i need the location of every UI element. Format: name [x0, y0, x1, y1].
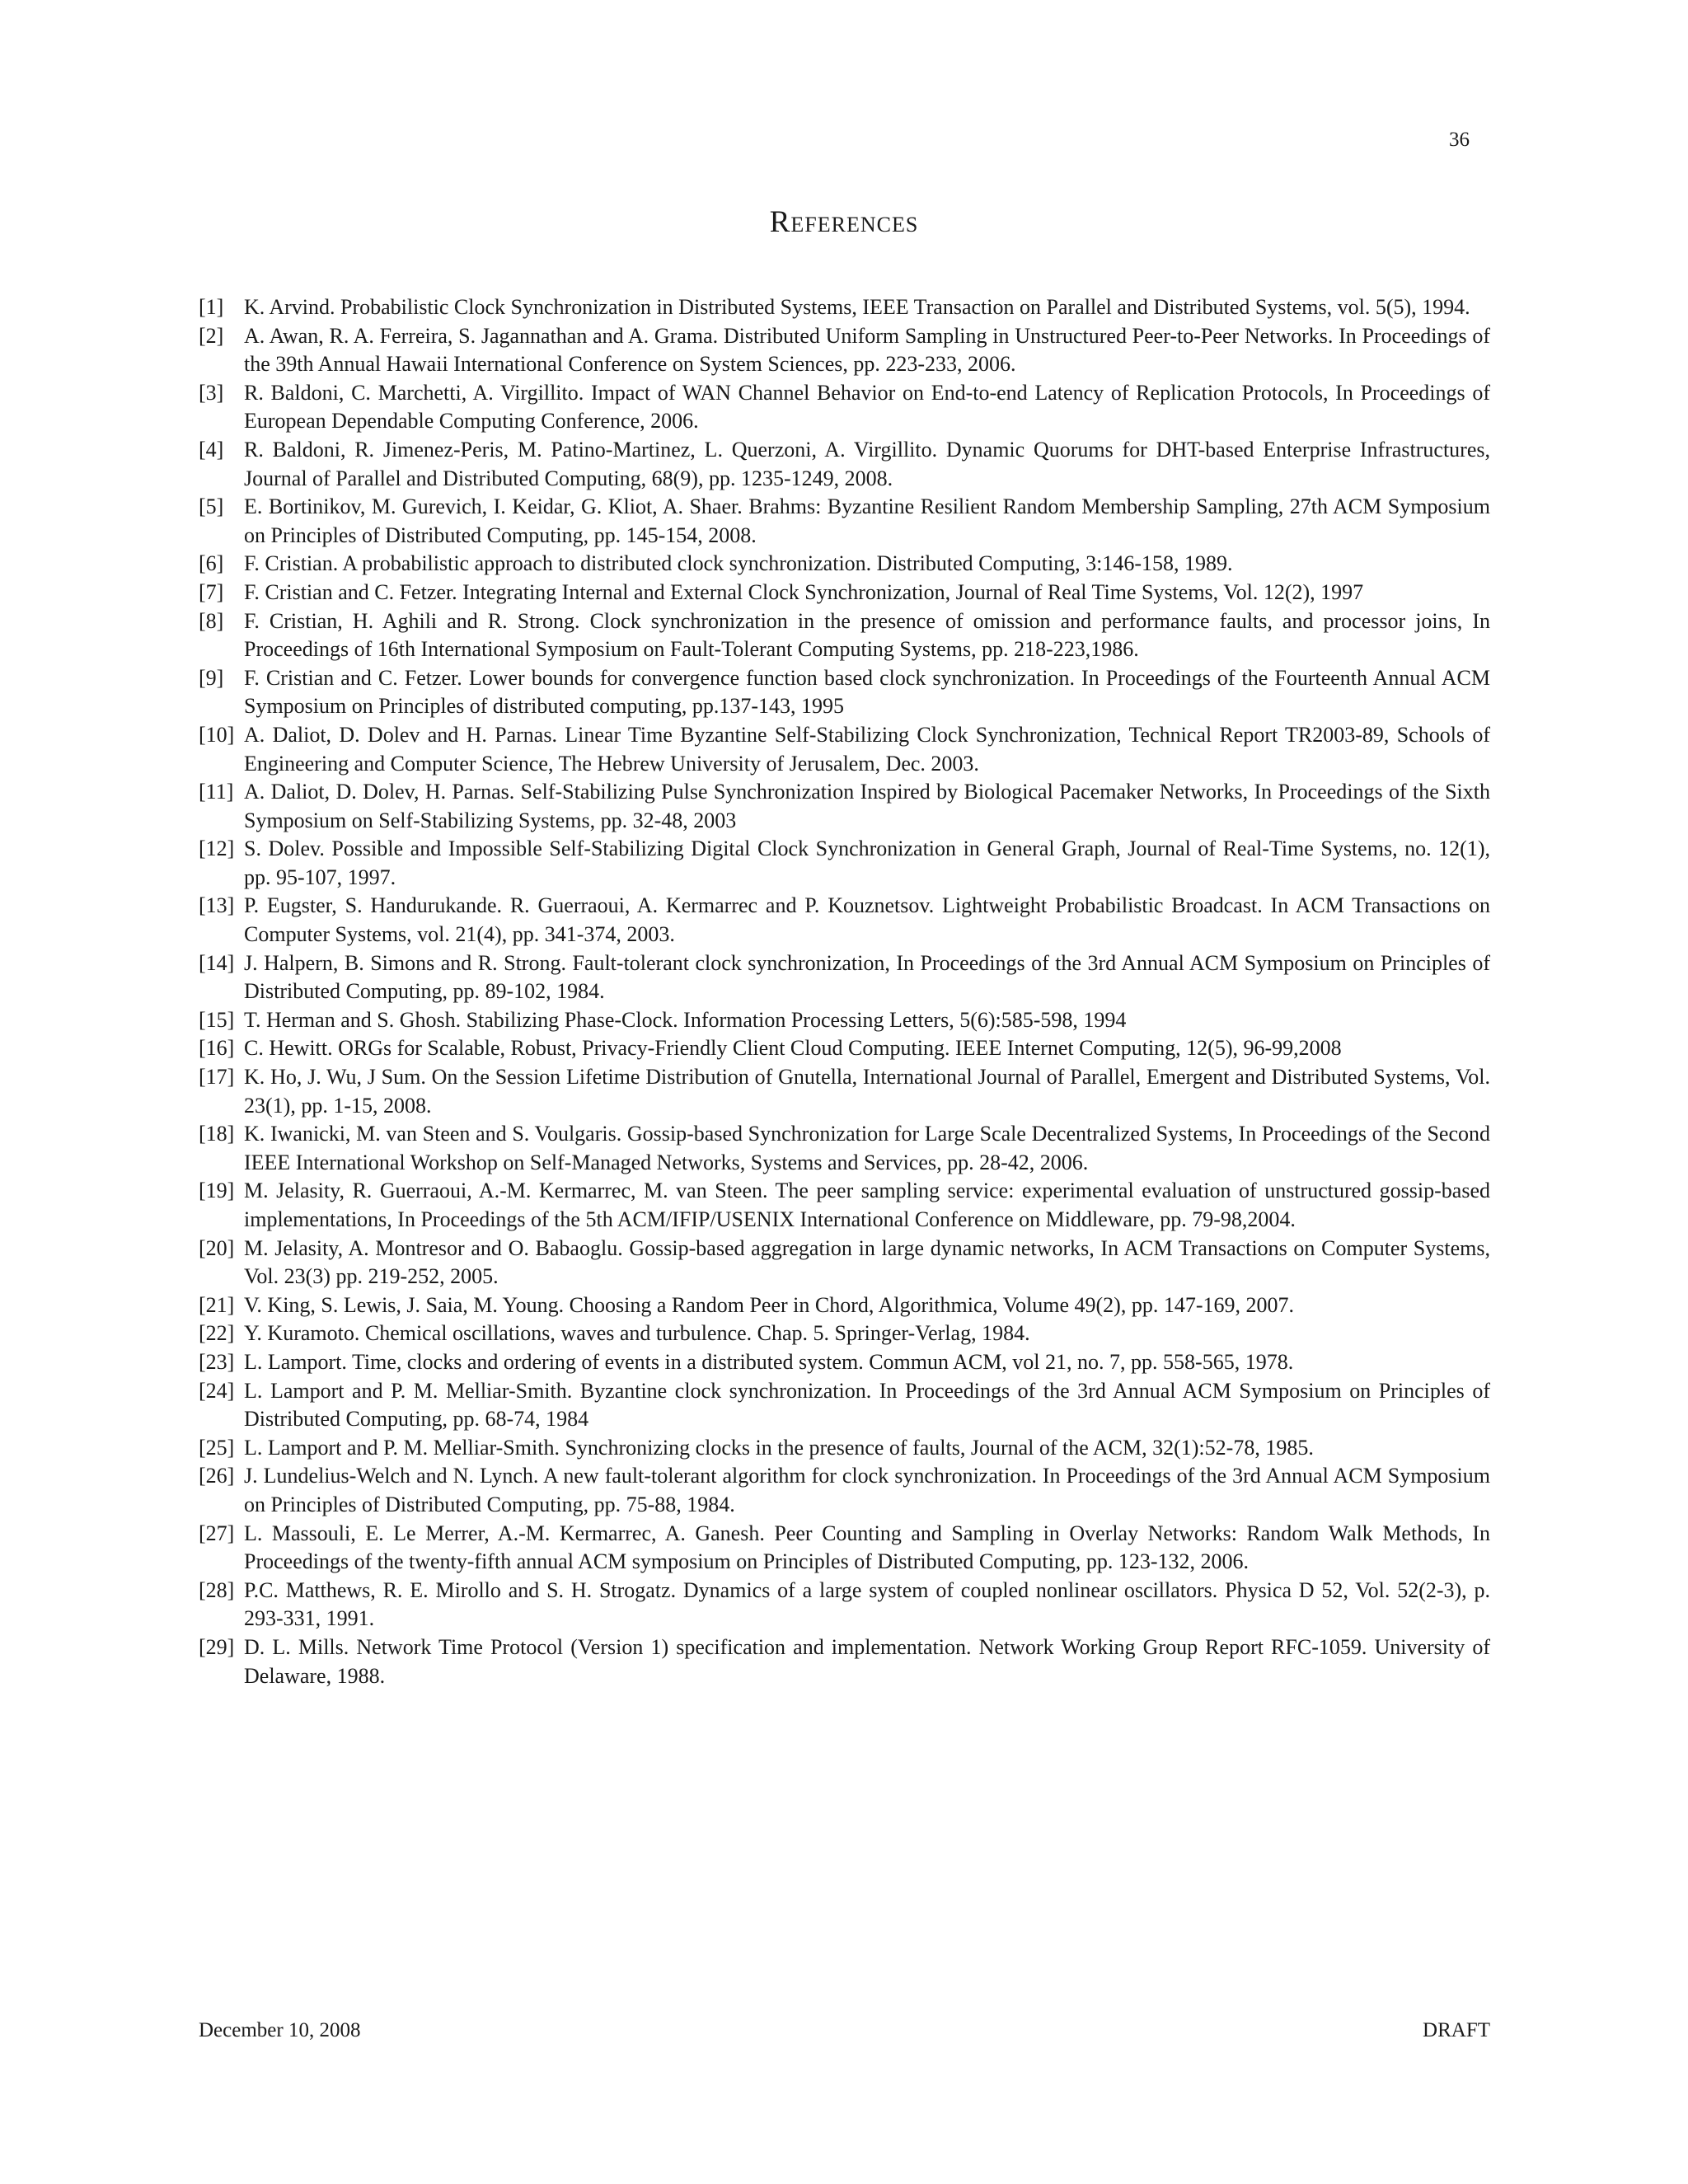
- reference-item: [199, 1520, 1490, 1577]
- reference-item: [199, 1177, 1490, 1234]
- reference-label: [10]: [199, 722, 235, 747]
- reference-text: D. L. Mills. Network Time Protocol (Version 1) specification and implementation. Network Working Group Report RFC-1059. University of Delaware, 1988.: [244, 1634, 1490, 1688]
- reference-item: [199, 607, 1490, 664]
- reference-label: [9]: [199, 665, 224, 690]
- reference-label: [12]: [199, 837, 235, 861]
- reference-item: [199, 1235, 1490, 1291]
- reference-text: F. Cristian, H. Aghili and R. Strong. Clock synchronization in the presence of omission and performance faults, and processor joins, In Proceedings of 16th International Symposium on Fault-Tolerant Computing Systems, pp. 218-223,1986.: [244, 608, 1490, 662]
- reference-item: [199, 293, 1490, 322]
- reference-text: A. Awan, R. A. Ferreira, S. Jagannathan and A. Grama. Distributed Uniform Sampling in Unstructured Peer-to-Peer Networks. In Proceedings of the 39th Annual Hawaii International Conference on System Sciences, pp. 223-233, 2006.: [244, 323, 1490, 377]
- reference-text: L. Lamport and P. M. Melliar-Smith. Byzantine clock synchronization. In Proceedings of the 3rd Annual ACM Symposium on Principles of Distributed Computing, pp. 68-74, 1984: [244, 1378, 1490, 1432]
- reference-label: [2]: [199, 323, 224, 348]
- reference-label: [1]: [199, 295, 224, 319]
- reference-text: F. Cristian. A probabilistic approach to distributed clock synchronization. Distributed Computing, 3:146-158, 1989.: [244, 551, 1233, 576]
- reference-item: [199, 664, 1490, 721]
- reference-label: [28]: [199, 1577, 235, 1602]
- reference-item: [199, 379, 1490, 436]
- reference-item: [199, 1434, 1490, 1463]
- reference-text: E. Bortinikov, M. Gurevich, I. Keidar, G. Kliot, A. Shaer. Brahms: Byzantine Resilient Random Membership Sampling, 27th ACM Symposium on Principles of Distributed Computing, pp. 145-154, 2008.: [244, 494, 1490, 547]
- reference-label: [24]: [199, 1378, 235, 1403]
- reference-label: [20]: [199, 1235, 235, 1260]
- reference-text: K. Arvind. Probabilistic Clock Synchronization in Distributed Systems, IEEE Transaction on Parallel and Distributed Systems, vol. 5(5), 1994.: [244, 295, 1470, 319]
- reference-label: [22]: [199, 1321, 235, 1346]
- reference-item: [199, 1006, 1490, 1035]
- reference-text: T. Herman and S. Ghosh. Stabilizing Phase-Clock. Information Processing Letters, 5(6):585-598, 1994: [244, 1007, 1127, 1032]
- references-list: [199, 293, 1490, 1690]
- reference-label: [16]: [199, 1036, 235, 1061]
- reference-label: [29]: [199, 1634, 235, 1659]
- reference-label: [13]: [199, 893, 235, 918]
- reference-text: R. Baldoni, C. Marchetti, A. Virgillito. Impact of WAN Channel Behavior on End-to-end Latency of Replication Protocols, In Proceedings of European Dependable Computing Conference, 2006.: [244, 380, 1490, 434]
- reference-text: V. King, S. Lewis, J. Saia, M. Young. Choosing a Random Peer in Chord, Algorithmica, Volume 49(2), pp. 147-169, 2007.: [244, 1292, 1294, 1317]
- reference-item: [199, 1120, 1490, 1177]
- reference-item: [199, 1577, 1490, 1633]
- reference-label: [21]: [199, 1292, 235, 1317]
- reference-item: [199, 1063, 1490, 1120]
- reference-label: [11]: [199, 780, 234, 804]
- footer-draft-label: DRAFT: [1423, 2019, 1490, 2041]
- reference-item: [199, 1462, 1490, 1519]
- reference-label: [17]: [199, 1065, 235, 1090]
- reference-text: L. Lamport and P. M. Melliar-Smith. Synchronizing clocks in the presence of faults, Journal of the ACM, 32(1):52-78, 1985.: [244, 1435, 1314, 1460]
- reference-item: [199, 778, 1490, 835]
- reference-item: [199, 579, 1490, 607]
- reference-item: [199, 322, 1490, 379]
- reference-text: F. Cristian and C. Fetzer. Lower bounds for convergence function based clock synchronization. In Proceedings of the Fourteenth Annual ACM Symposium on Principles of distributed computing, pp.137-143, 1995: [244, 665, 1490, 719]
- reference-text: R. Baldoni, R. Jimenez-Peris, M. Patino-Martinez, L. Querzoni, A. Virgillito. Dynamic Quorums for DHT-based Enterprise Infrastructures, Journal of Parallel and Distributed Computing, 68(9), pp. 1235-1249, 2008.: [244, 437, 1490, 490]
- reference-label: [4]: [199, 437, 224, 462]
- reference-text: Y. Kuramoto. Chemical oscillations, waves and turbulence. Chap. 5. Springer-Verlag, 1984.: [244, 1321, 1030, 1346]
- footer-date: December 10, 2008: [199, 2019, 361, 2041]
- reference-text: A. Daliot, D. Dolev, H. Parnas. Self-Stabilizing Pulse Synchronization Inspired by Biological Pacemaker Networks, In Proceedings of the Sixth Symposium on Self-Stabilizing Systems, pp. 32-48, 2003: [244, 780, 1490, 832]
- reference-item: [199, 1348, 1490, 1377]
- reference-text: P. Eugster, S. Handurukande. R. Guerraoui, A. Kermarrec and P. Kouznetsov. Lightweight Probabilistic Broadcast. In ACM Transactions on Computer Systems, vol. 21(4), pp. 341-374, 2003.: [244, 893, 1490, 947]
- page-number: 36: [1449, 129, 1470, 151]
- reference-label: [27]: [199, 1521, 235, 1545]
- reference-item: [199, 835, 1490, 892]
- reference-text: J. Lundelius-Welch and N. Lynch. A new fault-tolerant algorithm for clock synchronization. In Proceedings of the 3rd Annual ACM Symposium on Principles of Distributed Computing, pp. 75-88, 1984.: [244, 1464, 1490, 1516]
- reference-item: [199, 1291, 1490, 1320]
- reference-item: [199, 1633, 1490, 1690]
- reference-text: C. Hewitt. ORGs for Scalable, Robust, Privacy-Friendly Client Cloud Computing. IEEE Internet Computing, 12(5), 96-99,2008: [244, 1036, 1342, 1061]
- reference-text: M. Jelasity, A. Montresor and O. Babaoglu. Gossip-based aggregation in large dynamic networks, In ACM Transactions on Computer Systems, Vol. 23(3) pp. 219-252, 2005.: [244, 1235, 1490, 1289]
- reference-item: [199, 436, 1490, 493]
- reference-label: [25]: [199, 1435, 235, 1460]
- reference-label: [18]: [199, 1122, 235, 1146]
- reference-label: [8]: [199, 608, 224, 633]
- references-heading: References: [769, 205, 919, 239]
- reference-item: [199, 892, 1490, 949]
- reference-label: [19]: [199, 1179, 235, 1203]
- reference-text: J. Halpern, B. Simons and R. Strong. Fault-tolerant clock synchronization, In Proceedings of the 3rd Annual ACM Symposium on Principles of Distributed Computing, pp. 89-102, 1984.: [244, 950, 1490, 1004]
- reference-item: [199, 1319, 1490, 1348]
- reference-text: P.C. Matthews, R. E. Mirollo and S. H. Strogatz. Dynamics of a large system of coupled nonlinear oscillators. Physica D 52, Vol. 52(2-3), p. 293-331, 1991.: [244, 1577, 1490, 1631]
- reference-text: S. Dolev. Possible and Impossible Self-Stabilizing Digital Clock Synchronization in General Graph, Journal of Real-Time Systems, no. 12(1), pp. 95-107, 1997.: [244, 837, 1490, 889]
- reference-item: [199, 1034, 1490, 1063]
- reference-label: [26]: [199, 1464, 235, 1488]
- reference-text: L. Massouli, E. Le Merrer, A.-M. Kermarrec, A. Ganesh. Peer Counting and Sampling in Overlay Networks: Random Walk Methods, In Proceedings of the twenty-fifth annual ACM symposium on Principles of Distributed Computing, pp. 123-132, 2006.: [244, 1521, 1490, 1574]
- reference-text: K. Iwanicki, M. van Steen and S. Voulgaris. Gossip-based Synchronization for Large Scale Decentralized Systems, In Proceedings of the Second IEEE International Workshop on Self-Managed Networks, Systems and Services, pp. 28-42, 2006.: [244, 1122, 1490, 1174]
- reference-label: [7]: [199, 579, 224, 604]
- reference-label: [23]: [199, 1349, 235, 1374]
- reference-text: A. Daliot, D. Dolev and H. Parnas. Linear Time Byzantine Self-Stabilizing Clock Synchronization, Technical Report TR2003-89, Schools of Engineering and Computer Science, The Hebrew University of Jerusalem, Dec. 2003.: [244, 722, 1490, 776]
- reference-label: [3]: [199, 380, 224, 405]
- reference-item: [199, 550, 1490, 579]
- reference-label: [6]: [199, 551, 224, 576]
- reference-text: K. Ho, J. Wu, J Sum. On the Session Lifetime Distribution of Gnutella, International Journal of Parallel, Emergent and Distributed Systems, Vol. 23(1), pp. 1-15, 2008.: [244, 1065, 1490, 1118]
- reference-item: [199, 1377, 1490, 1434]
- reference-text: F. Cristian and C. Fetzer. Integrating Internal and External Clock Synchronization, Journal of Real Time Systems, Vol. 12(2), 1997: [244, 579, 1364, 604]
- reference-text: M. Jelasity, R. Guerraoui, A.-M. Kermarrec, M. van Steen. The peer sampling service: experimental evaluation of unstructured gossip-based implementations, In Proceedings of the 5th ACM/IFIP/USENIX International Conference on Middleware, pp. 79-98,2004.: [244, 1179, 1490, 1231]
- reference-item: [199, 721, 1490, 778]
- reference-label: [15]: [199, 1007, 235, 1032]
- reference-label: [5]: [199, 494, 224, 519]
- reference-item: [199, 493, 1490, 550]
- reference-text: L. Lamport. Time, clocks and ordering of events in a distributed system. Commun ACM, vol 21, no. 7, pp. 558-565, 1978.: [244, 1349, 1294, 1374]
- reference-label: [14]: [199, 950, 235, 975]
- reference-item: [199, 949, 1490, 1006]
